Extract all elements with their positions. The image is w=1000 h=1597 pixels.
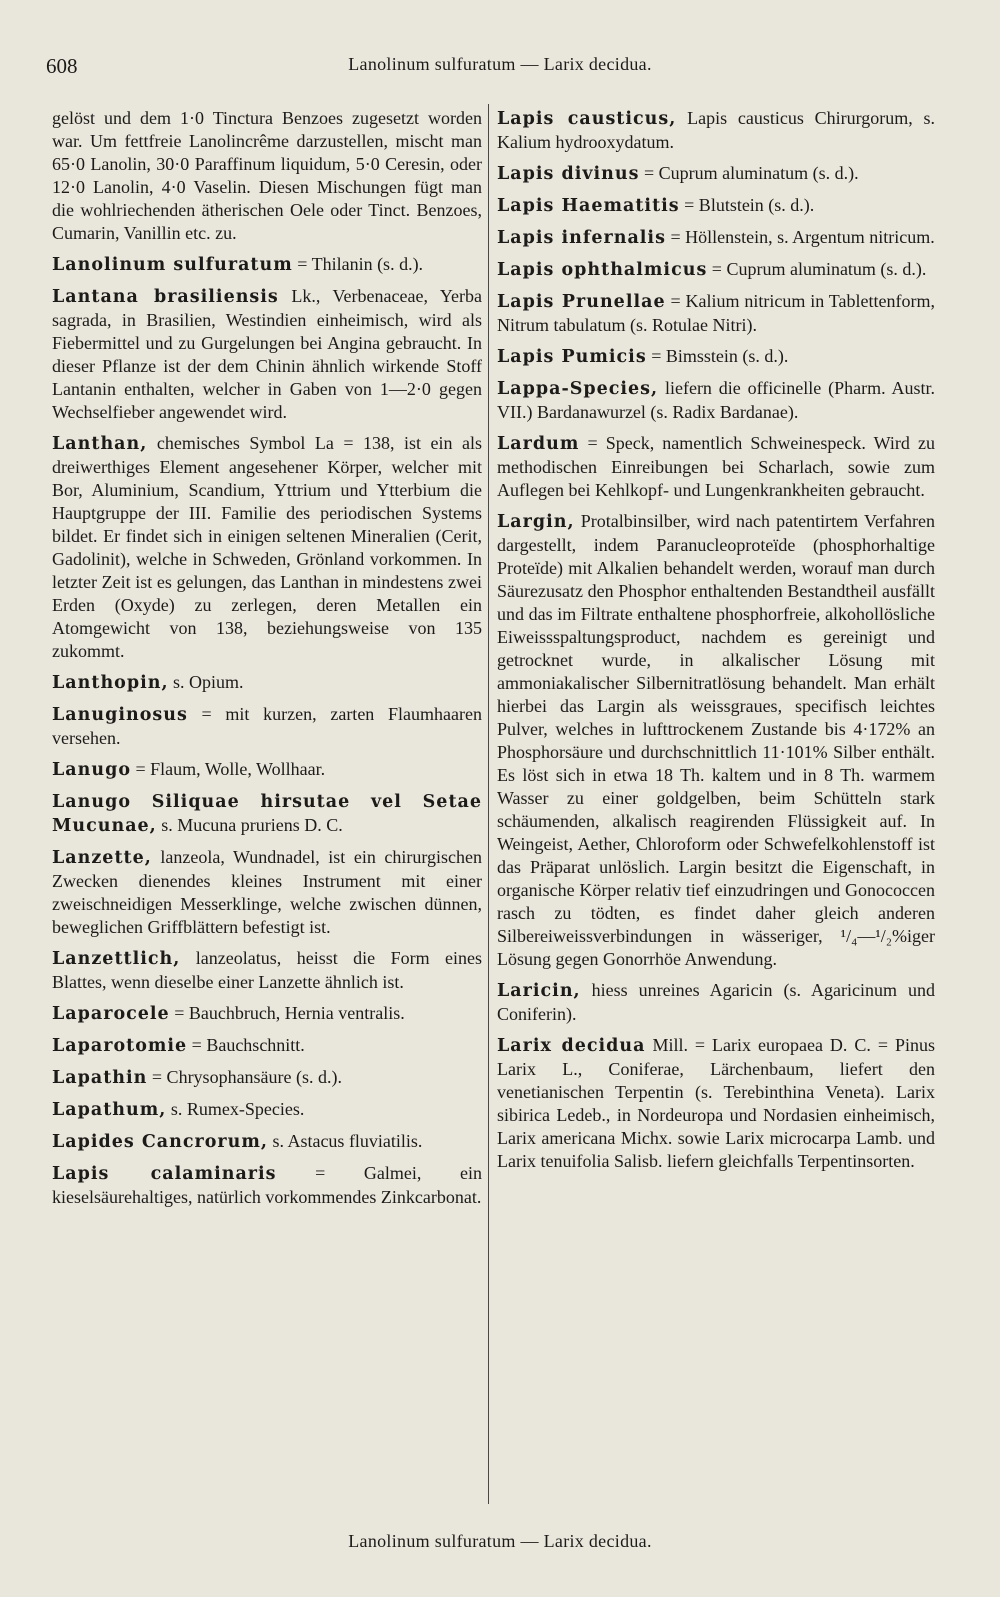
entry-headword: Lapis divinus bbox=[497, 164, 640, 184]
entry-text: chemisches Symbol La = 138, ist ein als dreiwerthiges Element angesehener Körper, welcher mit Bor, Aluminium, Scandium, Yttrium und Ytterbium die Hauptgruppe der III. Familie des periodischen Systems bildet. Er findet sich in einigen seltenen Mineralien (Cerit, Gadolinit), welche in Schweden, Grönland vorkommen. In letzter Zeit ist es gelungen, das Lanthan in mindestens zwei Erden (Oxyde) zu zerlegen, deren Metallen ein Atomgewicht von 138, beziehungsweise von 135 zukommt. bbox=[52, 433, 482, 661]
entry-headword: Lappa-Species, bbox=[497, 379, 659, 399]
entry-headword: Lapis Prunellae bbox=[497, 292, 666, 312]
entry-text: = Speck, namentlich Schweinespeck. Wird zu methodischen Einreibungen bei Scharlach, sowie zum Auflegen bei Kehlkopf- und Lungenkrankheiten gebraucht. bbox=[497, 433, 935, 500]
entry-text: hiess unreines Agaricin (s. Agaricinum und Coniferin). bbox=[497, 980, 935, 1024]
entry-headword: Lapis Haematitis bbox=[497, 196, 680, 216]
dictionary-entry bbox=[497, 1034, 935, 1173]
entry-text: = Bauchschnitt. bbox=[187, 1035, 305, 1055]
entry-headword: Laparotomie bbox=[52, 1036, 188, 1056]
entry-text: gelöst und dem 1·0 Tinctura Benzoes zugesetzt worden war. Um fettfreie Lanolincrême darzustellen, mischt man 65·0 Lanolin, 30·0 Paraffinum liquidum, 5·0 Ceresin, oder 12·0 Lanolin, 4·0 Vaselin. Diesen Mischungen fügt man die wohlriechenden ätherischen Oele oder Tinct. Benzoes, Cumarin, Vanillin etc. zu. bbox=[52, 108, 482, 243]
entry-headword: Lanzette, bbox=[52, 848, 152, 868]
entry-headword: Lapides Cancrorum, bbox=[52, 1132, 268, 1152]
entry-text: = Cuprum aluminatum (s. d.). bbox=[639, 163, 859, 183]
entry-text: = Galmei, ein kieselsäurehaltiges, natürlich vorkommendes Zinkcarbonat. bbox=[52, 1163, 483, 1207]
entry-text: = Bauchbruch, Hernia ventralis. bbox=[169, 1003, 405, 1023]
dictionary-entry bbox=[52, 1098, 482, 1122]
entry-headword: Lantana brasiliensis bbox=[52, 287, 279, 307]
dictionary-entry bbox=[497, 979, 935, 1026]
entry-text: Lk., Verbenaceae, Yerba sagrada, in Brasilien, Westindien einheimisch, wird als Fiebermittel und zu Gurgelungen bei Angina gebraucht. In dieser Pflanze ist der dem Chinin ähnlich wirkende Stoff Lantanin enthalten, welcher in Gaben von 1—2·0 gegen Wechselfieber angewendet wird. bbox=[52, 286, 482, 422]
dictionary-entry bbox=[52, 671, 482, 695]
dictionary-entry bbox=[52, 1162, 482, 1209]
entry-text: s. Astacus fluviatilis. bbox=[267, 1131, 423, 1151]
entry-text: = Chrysophansäure (s. d.). bbox=[147, 1067, 343, 1087]
entry-text: lanzeolatus, heisst die Form eines Blattes, wenn dieselbe einer Lanzette ähnlich ist. bbox=[52, 948, 482, 992]
dictionary-entry bbox=[497, 194, 935, 218]
entry-text: Lapis causticus Chirurgorum, s. Kalium hydrooxydatum. bbox=[497, 108, 935, 152]
entry-headword: Lapis Pumicis bbox=[497, 347, 647, 367]
entry-headword: Lanzettlich, bbox=[52, 949, 181, 969]
column-divider bbox=[488, 104, 489, 1504]
entry-headword: Lanugo Siliquae hirsutae vel Setae Mucunae, bbox=[52, 792, 482, 836]
entry-headword: Laricin, bbox=[497, 981, 581, 1001]
dictionary-entry bbox=[52, 846, 482, 939]
entry-headword: Larix decidua bbox=[497, 1036, 646, 1056]
entry-text: = Thilanin (s. d.). bbox=[292, 254, 424, 274]
dictionary-entry bbox=[52, 947, 482, 994]
dictionary-entry bbox=[497, 290, 935, 337]
dictionary-entry bbox=[497, 510, 935, 971]
entry-headword: Lanuginosus bbox=[52, 705, 188, 725]
entry-headword: Lapis ophthalmicus bbox=[497, 260, 708, 280]
page-footer: Lanolinum sulfuratum — Larix decidua. bbox=[348, 1531, 652, 1551]
page-number: 608 bbox=[46, 54, 78, 78]
dictionary-entry bbox=[52, 790, 482, 838]
page-header bbox=[46, 50, 954, 82]
dictionary-entry bbox=[52, 1130, 482, 1154]
dictionary-entry bbox=[52, 1034, 482, 1058]
left-column bbox=[52, 107, 482, 1217]
entry-text: = Flaum, Wolle, Wollhaar. bbox=[131, 759, 326, 779]
entry-text: = Bimsstein (s. d.). bbox=[646, 346, 789, 366]
entry-headword: Lanolinum sulfuratum bbox=[52, 255, 293, 275]
dictionary-entry bbox=[52, 703, 482, 750]
entry-headword: Largin, bbox=[497, 512, 575, 532]
dictionary-entry bbox=[52, 758, 482, 782]
entry-headword: Lapathum, bbox=[52, 1100, 167, 1120]
dictionary-entry bbox=[52, 1002, 482, 1026]
entry-text: = Höllenstein, s. Argentum nitricum. bbox=[665, 227, 935, 247]
dictionary-entry bbox=[52, 1066, 482, 1090]
entry-text: s. Rumex-Species. bbox=[166, 1099, 305, 1119]
entry-text: Mill. = Larix europaea D. C. = Pinus Larix L., Coniferae, Lärchenbaum, liefert den venetianischen Terpentin (s. Terebinthina Veneta). Larix sibirica Ledeb., in Nordeuropa und Nordasien einheimisch, Larix americana Michx. sowie Larix microcarpa Lamb. und Larix tenuifolia Salisb. liefern gleichfalls Terpentinsorten. bbox=[497, 1035, 935, 1171]
dictionary-entry bbox=[497, 377, 935, 424]
running-title: Lanolinum sulfuratum — Larix decidua. bbox=[348, 54, 652, 74]
entry-text: s. Opium. bbox=[168, 672, 244, 692]
dictionary-entry bbox=[497, 226, 935, 250]
dictionary-entry bbox=[497, 258, 935, 282]
dictionary-entry bbox=[497, 107, 935, 154]
entry-text: liefern die officinelle (Pharm. Austr. VII.) Bardanawurzel (s. Radix Bardanae). bbox=[497, 378, 935, 422]
dictionary-entry bbox=[497, 345, 935, 369]
right-column bbox=[497, 107, 935, 1181]
entry-headword: Lapis calaminaris bbox=[52, 1164, 277, 1184]
entry-headword: Lapis causticus, bbox=[497, 109, 677, 129]
entry-text: = mit kurzen, zarten Flaumhaaren versehen. bbox=[52, 704, 482, 748]
entry-headword: Lanugo bbox=[52, 760, 131, 780]
entry-headword: Lanthan, bbox=[52, 434, 148, 454]
entry-text: = Kalium nitricum in Tablettenform, Nitrum tabulatum (s. Rotulae Nitri). bbox=[497, 291, 935, 335]
dictionary-entry bbox=[497, 162, 935, 186]
dictionary-entry bbox=[497, 432, 935, 502]
entry-headword: Lapathin bbox=[52, 1068, 148, 1088]
entry-headword: Lapis infernalis bbox=[497, 228, 666, 248]
dictionary-entry bbox=[52, 285, 482, 424]
entry-text: lanzeola, Wundnadel, ist ein chirurgischen Zwecken dienendes kleines Instrument mit einer zweischneidigen Messerklinge, welche zwischen dünnen, beweglichen Griffblättern befestigt ist. bbox=[52, 847, 482, 937]
entry-headword: Lardum bbox=[497, 434, 580, 454]
dictionary-entry bbox=[52, 253, 482, 277]
dictionary-entry bbox=[52, 107, 482, 245]
dictionary-entry bbox=[52, 432, 482, 663]
entry-text: = Cuprum aluminatum (s. d.). bbox=[707, 259, 927, 279]
entry-text: = Blutstein (s. d.). bbox=[679, 195, 815, 215]
entry-headword: Lanthopin, bbox=[52, 673, 169, 693]
entry-text: s. Mucuna pruriens D. C. bbox=[156, 815, 343, 835]
entry-text: Protalbinsilber, wird nach patentirtem Verfahren dargestellt, indem Paranucleoproteïde (phosphorhaltige Proteïde) mit Alkalien behandelt werden, worauf man durch Säurezusatz den Phosphor enthaltenden Bestandtheil ausfällt und das im Filtrate enthaltene phosphorfreie, alkohollösliche Eiweissspaltungsproduct, nachdem es gereinigt und getrocknet wurde, in alkalischer Lösung mit ammoniakalischer Silbernitratlösung behandelt. Man erhält hierbei das Largin als weissgraues, specifisch leichtes Pulver, welches in lufttrockenem Zustande bis 4·172% an Phosphorsäure und durchschnittlich 11·101% Silber enthält. Es löst sich in etwa 18 Th. kaltem und in 8 Th. warmem Wasser zu einer goldgelben, beim Schütteln stark schäumenden, alkalisch reagirenden Flüssigkeit auf. In Weingeist, Aether, Chloroform oder Schwefelkohlenstoff ist das Präparat unlöslich. Largin besitzt die Eigenschaft, in organische Körper relativ tief einzudringen und Gonococcen rasch zu tödten, es findet daher gleich anderen Silbereiweissverbindungen in wässeriger, ¹/₄—¹/₂%iger Lösung gegen Gonorrhöe Anwendung. bbox=[497, 511, 935, 969]
entry-headword: Laparocele bbox=[52, 1004, 170, 1024]
